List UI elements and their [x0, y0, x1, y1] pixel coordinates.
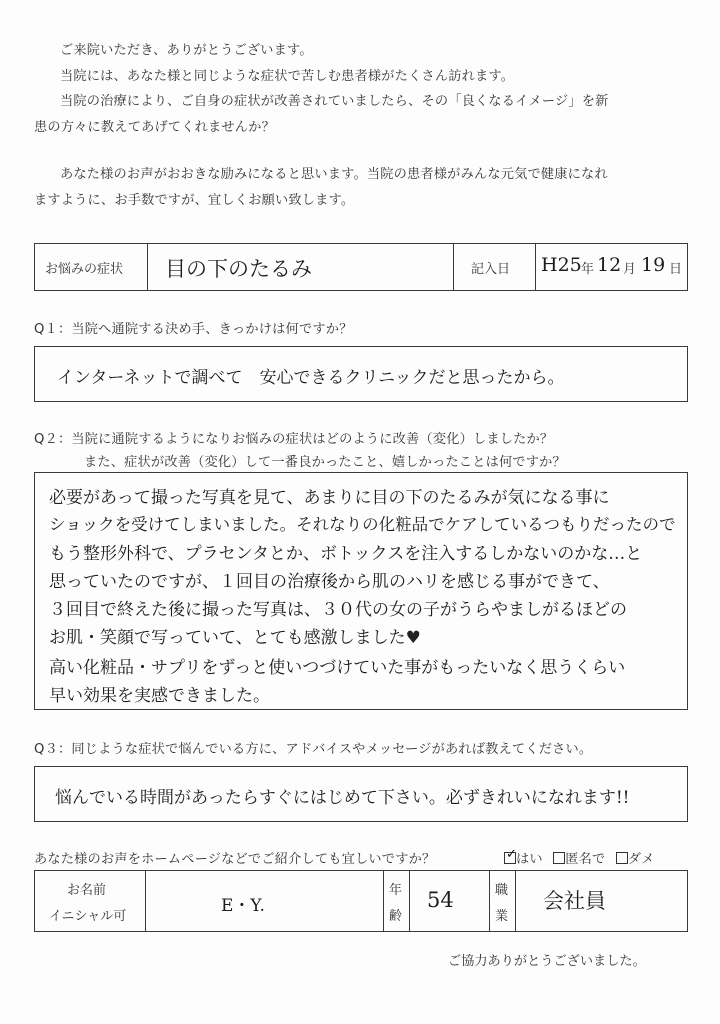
q2-answer-line: 必要があって撮った写真を見て、あまりに目の下のたるみが気になる事に: [49, 488, 610, 508]
intro-line: ますように、お手数ですが、宜しくお願い致します。: [34, 192, 355, 208]
name-value: E・Y.: [221, 896, 265, 916]
name-label-initials: イニシャル可: [49, 909, 127, 924]
name-label: お名前: [67, 883, 107, 898]
consent-anon-checkbox[interactable]: [553, 852, 565, 864]
date-month-value: 12: [597, 254, 622, 276]
q2-answer-line: 早い効果を実感できました。: [49, 686, 270, 706]
age-value: 54: [427, 888, 454, 912]
intro-line: 当院の治療により、ご自身の症状が改善されていましたら、その「良くなるイメージ」を新: [60, 94, 609, 109]
q1-question: Q１：当院へ通院する決め手、きっかけは何ですか？: [34, 322, 353, 337]
consent-anon-label: 匿名で: [565, 852, 606, 867]
heart-icon: ♥: [405, 628, 421, 648]
q2-answer-line: 思っていたのですが、１回目の治療後から肌のハリを感じる事ができて、: [49, 572, 610, 592]
q2-answer-line: ショックを受けてしまいました。それなりの化粧品でケアしているつもりだったので: [49, 515, 676, 534]
job-label-2: 業: [495, 909, 509, 924]
age-label: 年: [389, 883, 403, 898]
date-label: 記入日: [471, 262, 511, 277]
date-year-unit: 年: [581, 262, 595, 277]
date-day-value: 19: [641, 254, 666, 276]
q2-answer-line: [49, 623, 421, 648]
q2-question-line2: また、症状が改善（変化）して一番良かったこと、嬉しかったことは何ですか？: [84, 455, 566, 470]
symptom-label: お悩みの症状: [45, 262, 124, 277]
checkmark-icon: ✓: [506, 847, 518, 862]
q3-answer: 悩んでいる時間があったらすぐにはじめて下さい。必ずきれいになれます!!: [55, 788, 630, 808]
consent-no-checkbox[interactable]: [616, 852, 628, 864]
symptom-value: 目の下のたるみ: [165, 257, 312, 281]
thanks-text: ご協力ありがとうございました。: [448, 954, 646, 969]
job-value: 会社員: [543, 889, 606, 913]
q2-answer-line: 高い化粧品・サプリをずっと使いつづけていた事がもったいなく思うくらい: [49, 658, 626, 678]
intro-text: [34, 38, 694, 213]
intro-line: 患の方々に教えてあげてくれませんか？: [34, 119, 275, 135]
intro-line: ご来院いただき、ありがとうございます。: [60, 43, 313, 58]
age-label-2: 齢: [389, 909, 403, 924]
date-era: H25: [541, 254, 582, 276]
consent-row: [34, 848, 688, 867]
q3-answer-box: [34, 766, 688, 822]
q2-answer-text: お肌・笑顔で写っていて、とても感激しました: [49, 628, 406, 648]
q2-answer-line: もう整形外科で、プラセンタとか、ボトックスを注入するしかないのかな…と: [49, 544, 643, 564]
q1-answer: インターネットで調べて 安心できるクリニックだと思ったから。: [57, 368, 565, 388]
profile-table: [34, 870, 688, 932]
consent-yes-checkbox[interactable]: [504, 847, 518, 864]
intro-line: 当院には、あなた様と同じような症状で苦しむ患者様がたくさん訪れます。: [60, 68, 515, 84]
consent-question: あなた様のお声をホームページなどでご紹介しても宜しいですか？: [34, 852, 436, 867]
symptom-date-row: [34, 243, 688, 291]
job-label: 職: [495, 883, 509, 898]
consent-yes-label: はい: [516, 852, 543, 867]
q2-answer-box: [34, 472, 688, 710]
date-month-unit: 月: [623, 262, 637, 277]
q3-question: Q３：同じような症状で悩んでいる方に、アドバイスやメッセージがあれば教えてください。: [34, 742, 593, 757]
date-day-unit: 日: [669, 262, 683, 277]
consent-no-label: ダメ: [627, 852, 655, 867]
intro-line: あなた様のお声がおおきな励みになると思います。当院の患者様がみんな元気で健康になれ: [60, 167, 608, 182]
q2-answer-line: ３回目で終えた後に撮った写真は、３０代の女の子がうらやましがるほどの: [49, 600, 627, 620]
q2-question-line1: Q２：当院に通院するようになりお悩みの症状はどのように改善（変化）しましたか？: [34, 432, 554, 447]
q1-answer-box: [34, 346, 688, 402]
